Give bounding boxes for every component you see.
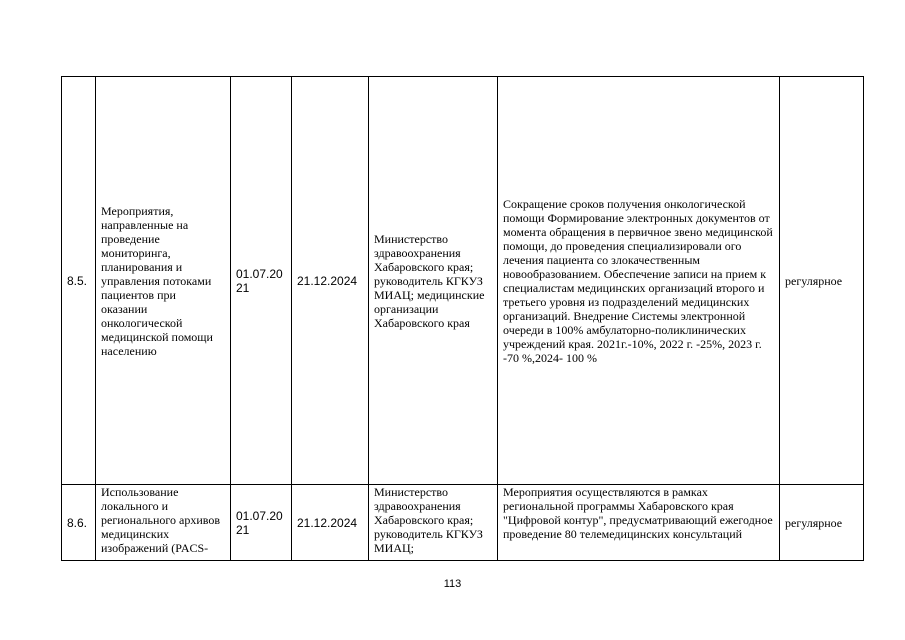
plan-table (61, 76, 864, 561)
row-number: 8.6. (62, 485, 96, 561)
responsible-cell (369, 485, 498, 561)
result-text: Мероприятия осуществляются в рамках региональной программы Хабаровского края "Цифровой контур", предусматривающий ежегодное проведение 80 телемедицинских консультаций (503, 485, 773, 541)
type-cell: регулярное (780, 77, 864, 485)
activity-text: Использование локального и регионального архивов медицинских изображений (PACS- (101, 485, 221, 555)
end-date-cell: 21.12.2024 (292, 77, 369, 485)
responsible-cell: Министерство здравоохранения Хабаровского края; руководитель КГКУЗ МИАЦ; медицинские организации Хабаровского края (369, 77, 498, 485)
responsible-text: Министерство здравоохранения Хабаровского края; руководитель КГКУЗ МИАЦ; (374, 485, 483, 555)
table-row (62, 485, 864, 561)
end-date-cell: 21.12.2024 (292, 485, 369, 561)
type-cell: регулярное (780, 485, 864, 561)
result-cell: Сокращение сроков получения онкологической помощи Формирование электронных документов от момента обращения в первичное звено медицинской помощи, до проведения специализировали ого лечения пациента со злокачественным новообразованием. Обеспечение записи на прием к специалистам медицинских организаций второго и третьего уровня из подразделений медицинских организаций. Внедрение Системы электронной очереди в 100% амбулаторно-поликлинических учреждений края. 2021г.-10%, 2022 г. -25%, 2023 г. -70 %,2024- 100 % (498, 77, 780, 485)
table-row (62, 77, 864, 485)
activity-cell: Мероприятия, направленные на проведение мониторинга, планирования и управления потоками пациентов при оказании онкологической медицинской помощи населению (96, 77, 231, 485)
result-cell (498, 485, 780, 561)
start-date-cell: 01.07.20 21 (231, 485, 292, 561)
row-number: 8.5. (62, 77, 96, 485)
start-date-cell: 01.07.20 21 (231, 77, 292, 485)
activity-cell (96, 485, 231, 561)
page-number: 113 (443, 578, 462, 590)
